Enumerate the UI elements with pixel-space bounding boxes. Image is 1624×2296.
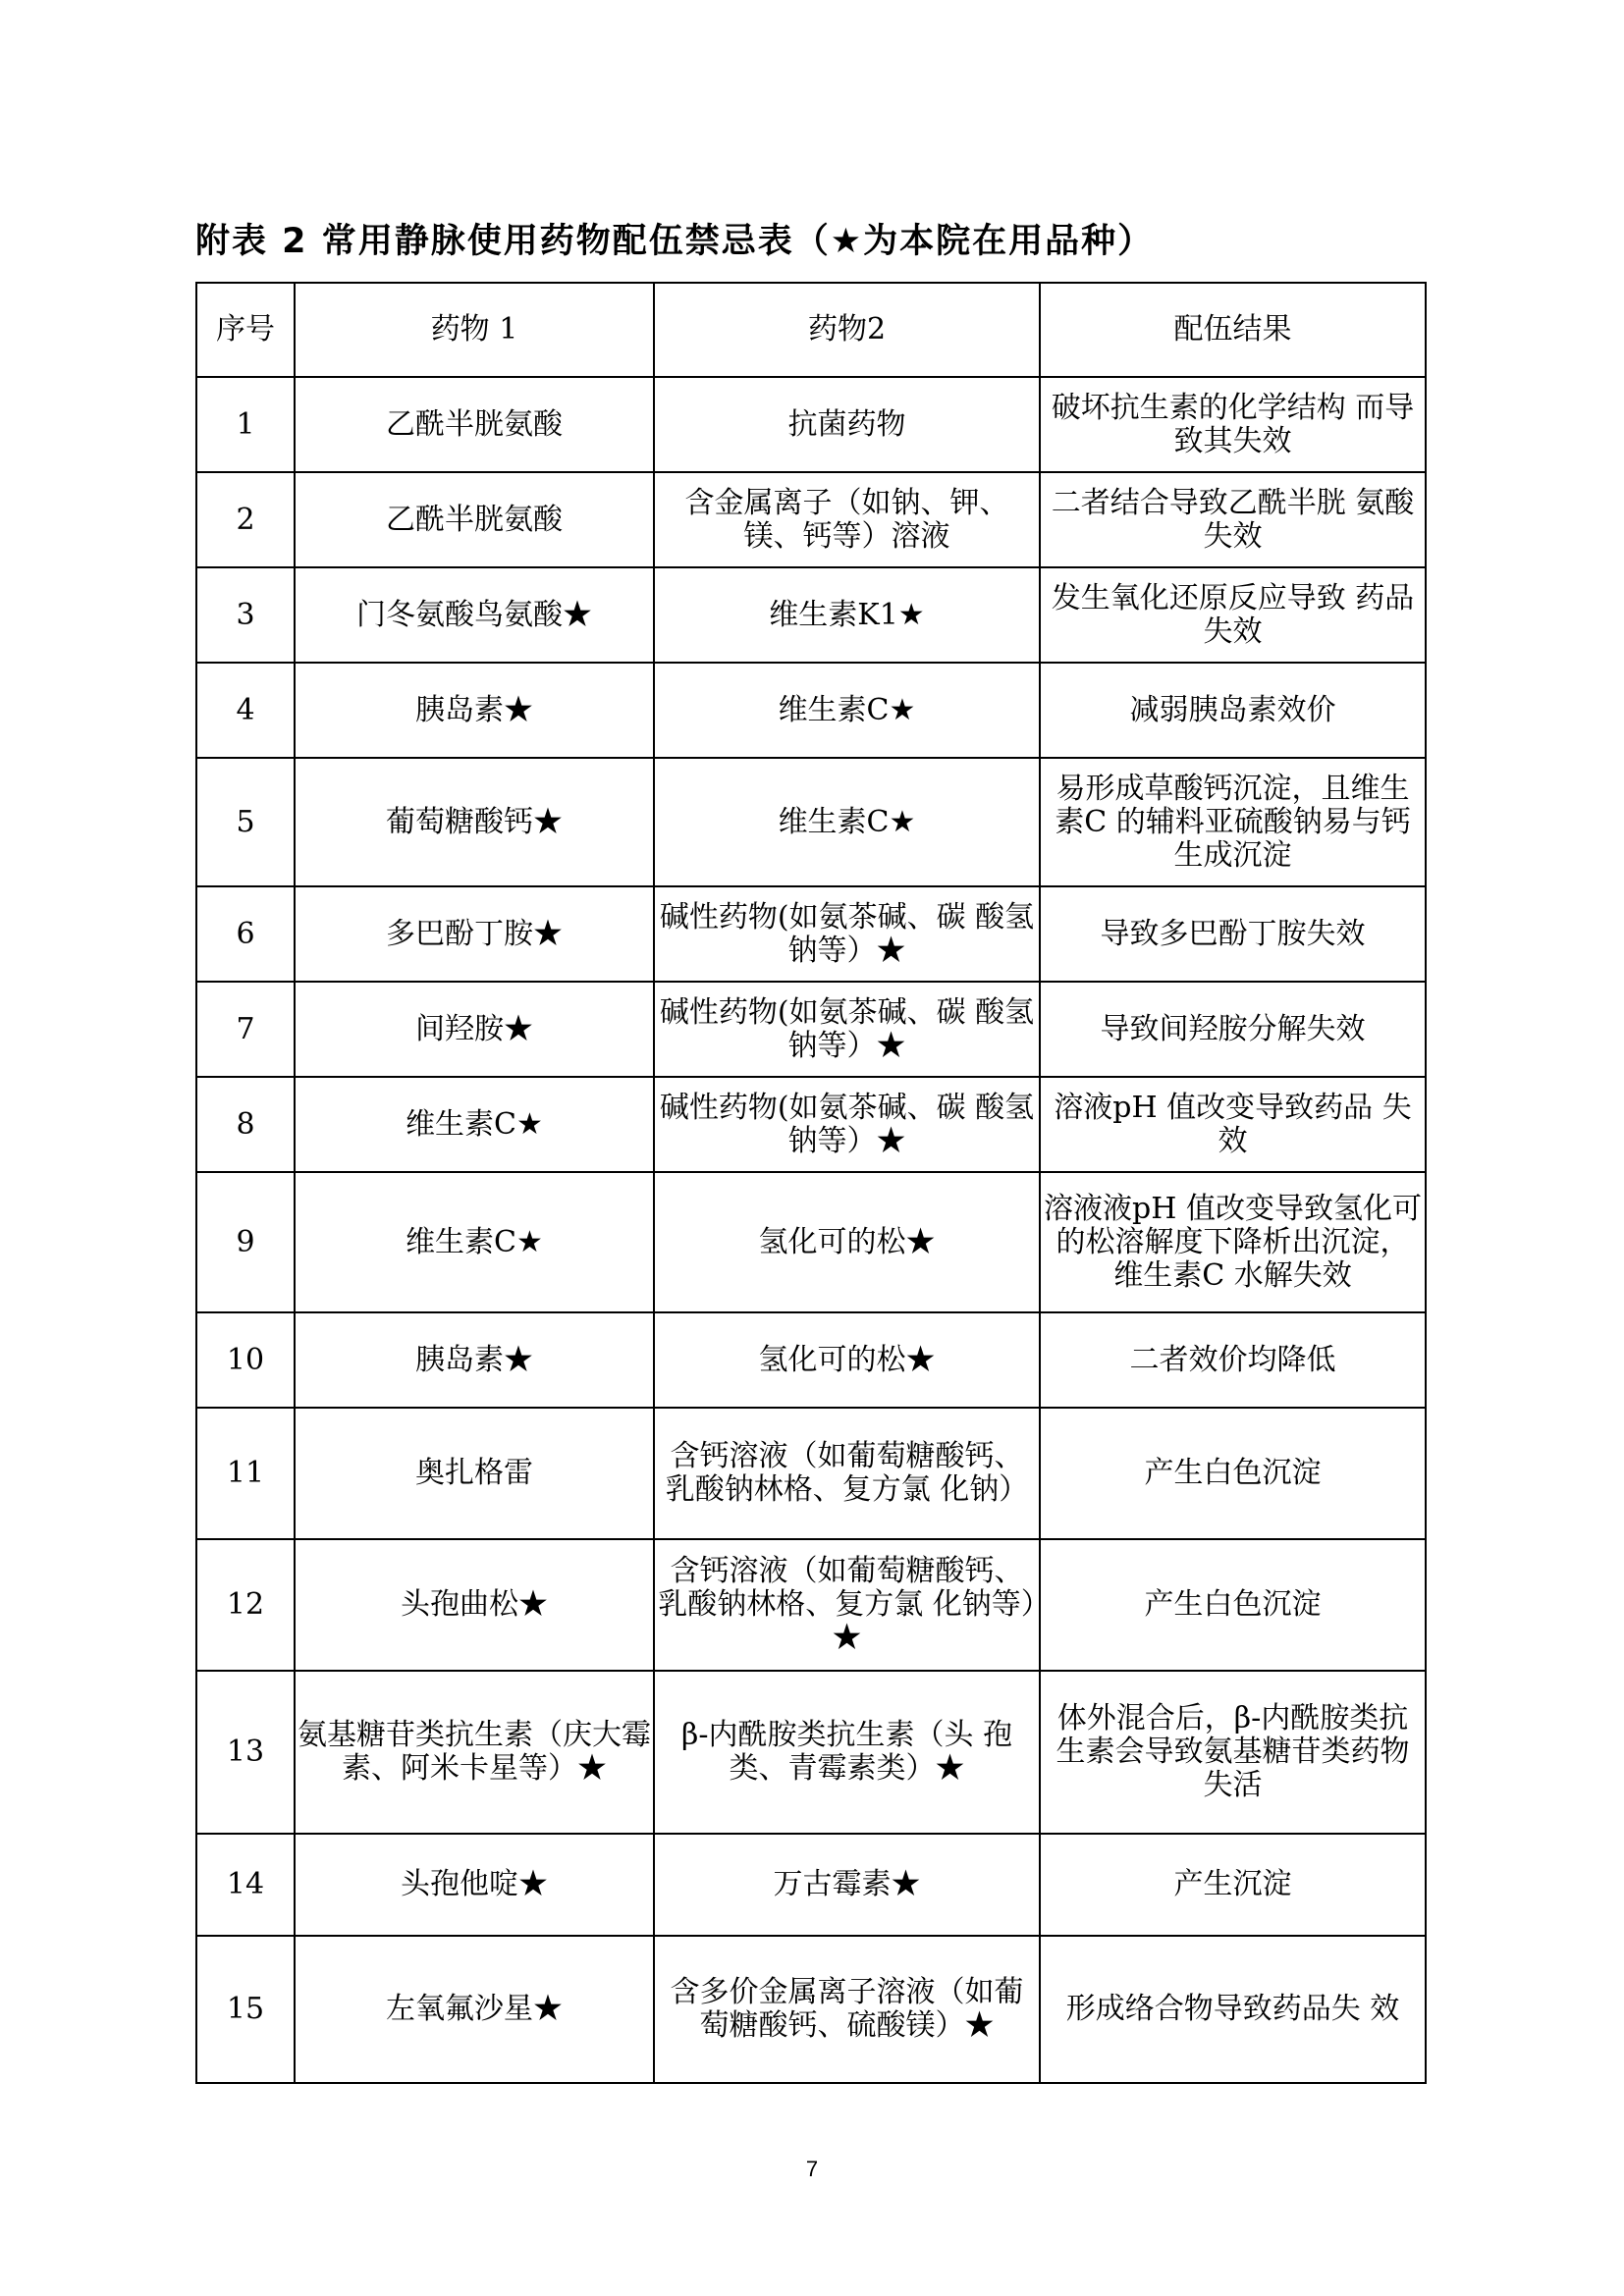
incompatibility-table: [195, 282, 1427, 2084]
table-row: [196, 1834, 1426, 1936]
cell-drug1: 间羟胺★: [295, 982, 654, 1077]
cell-drug1: 维生素C★: [295, 1172, 654, 1312]
cell-drug1: 乙酰半胱氨酸: [295, 377, 654, 472]
cell-drug2: 含金属离子（如钠、钾、 镁、钙等）溶液: [654, 472, 1040, 567]
cell-drug1: 胰岛素★: [295, 1312, 654, 1408]
cell-number: 3: [196, 567, 295, 663]
cell-result: 溶液液pH 值改变导致氢化可的松溶解度下降析出沉淀，维生素C 水解失效: [1040, 1172, 1426, 1312]
table-row: [196, 1077, 1426, 1172]
cell-drug1: 门冬氨酸鸟氨酸★: [295, 567, 654, 663]
cell-drug2: 含钙溶液（如葡萄糖酸钙、乳酸钠林格、复方氯 化钠）: [654, 1408, 1040, 1539]
cell-drug1: 葡萄糖酸钙★: [295, 758, 654, 886]
cell-drug1: 头孢他啶★: [295, 1834, 654, 1936]
table-header-row: [196, 283, 1426, 377]
page-title: 附表 2 常用静脉使用药物配伍禁忌表（★为本院在用品种）: [195, 222, 1155, 261]
table-row: [196, 567, 1426, 663]
header-drug1: 药物 1: [295, 283, 654, 377]
cell-result: 减弱胰岛素效价: [1040, 663, 1426, 758]
table-row: [196, 1671, 1426, 1834]
page-number: 7: [805, 2157, 819, 2181]
cell-drug2: 维生素C★: [654, 663, 1040, 758]
cell-drug1: 多巴酚丁胺★: [295, 886, 654, 982]
cell-number: 6: [196, 886, 295, 982]
cell-drug2: 万古霉素★: [654, 1834, 1040, 1936]
cell-drug2: 碱性药物(如氨茶碱、碳 酸氢钠等）★: [654, 1077, 1040, 1172]
cell-number: 7: [196, 982, 295, 1077]
table-row: [196, 1936, 1426, 2083]
table-row: [196, 377, 1426, 472]
cell-drug2: 抗菌药物: [654, 377, 1040, 472]
table-row: [196, 1172, 1426, 1312]
cell-result: 产生白色沉淀: [1040, 1539, 1426, 1671]
cell-result: 体外混合后，β-内酰胺类抗生素会导致氨基糖苷类药物失活: [1040, 1671, 1426, 1834]
table-row: [196, 663, 1426, 758]
cell-drug1: 胰岛素★: [295, 663, 654, 758]
cell-result: 易形成草酸钙沉淀，且维生素C 的辅料亚硫酸钠易与钙生成沉淀: [1040, 758, 1426, 886]
cell-result: 产生沉淀: [1040, 1834, 1426, 1936]
cell-drug1: 乙酰半胱氨酸: [295, 472, 654, 567]
table-row: [196, 1539, 1426, 1671]
cell-number: 12: [196, 1539, 295, 1671]
cell-result: 导致多巴酚丁胺失效: [1040, 886, 1426, 982]
cell-result: 溶液pH 值改变导致药品 失效: [1040, 1077, 1426, 1172]
cell-result: 形成络合物导致药品失 效: [1040, 1936, 1426, 2083]
cell-drug2: β-内酰胺类抗生素（头 孢类、青霉素类）★: [654, 1671, 1040, 1834]
cell-drug2: 含钙溶液（如葡萄糖酸钙、乳酸钠林格、复方氯 化钠等）★: [654, 1539, 1040, 1671]
cell-number: 1: [196, 377, 295, 472]
cell-number: 11: [196, 1408, 295, 1539]
cell-drug2: 维生素K1★: [654, 567, 1040, 663]
cell-number: 15: [196, 1936, 295, 2083]
cell-drug2: 氢化可的松★: [654, 1312, 1040, 1408]
cell-result: 产生白色沉淀: [1040, 1408, 1426, 1539]
table-row: [196, 1312, 1426, 1408]
cell-drug1: 左氧氟沙星★: [295, 1936, 654, 2083]
cell-number: 9: [196, 1172, 295, 1312]
cell-result: 导致间羟胺分解失效: [1040, 982, 1426, 1077]
cell-result: 二者结合导致乙酰半胱 氨酸失效: [1040, 472, 1426, 567]
table-row: [196, 1408, 1426, 1539]
header-result: 配伍结果: [1040, 283, 1426, 377]
table-row: [196, 472, 1426, 567]
cell-drug1: 维生素C★: [295, 1077, 654, 1172]
cell-drug2: 碱性药物(如氨茶碱、碳 酸氢钠等）★: [654, 982, 1040, 1077]
cell-number: 10: [196, 1312, 295, 1408]
cell-drug1: 头孢曲松★: [295, 1539, 654, 1671]
table-row: [196, 758, 1426, 886]
cell-number: 4: [196, 663, 295, 758]
header-number: 序号: [196, 283, 295, 377]
table-row: [196, 982, 1426, 1077]
cell-drug1: 奥扎格雷: [295, 1408, 654, 1539]
cell-drug2: 维生素C★: [654, 758, 1040, 886]
cell-drug2: 氢化可的松★: [654, 1172, 1040, 1312]
cell-number: 13: [196, 1671, 295, 1834]
cell-drug1: 氨基糖苷类抗生素（庆大霉素、阿米卡星等）★: [295, 1671, 654, 1834]
cell-drug2: 含多价金属离子溶液（如葡萄糖酸钙、硫酸镁）★: [654, 1936, 1040, 2083]
cell-result: 二者效价均降低: [1040, 1312, 1426, 1408]
cell-number: 5: [196, 758, 295, 886]
cell-drug2: 碱性药物(如氨茶碱、碳 酸氢钠等）★: [654, 886, 1040, 982]
cell-number: 14: [196, 1834, 295, 1936]
cell-number: 2: [196, 472, 295, 567]
cell-result: 发生氧化还原反应导致 药品失效: [1040, 567, 1426, 663]
header-drug2: 药物2: [654, 283, 1040, 377]
cell-number: 8: [196, 1077, 295, 1172]
table-row: [196, 886, 1426, 982]
cell-result: 破坏抗生素的化学结构 而导致其失效: [1040, 377, 1426, 472]
